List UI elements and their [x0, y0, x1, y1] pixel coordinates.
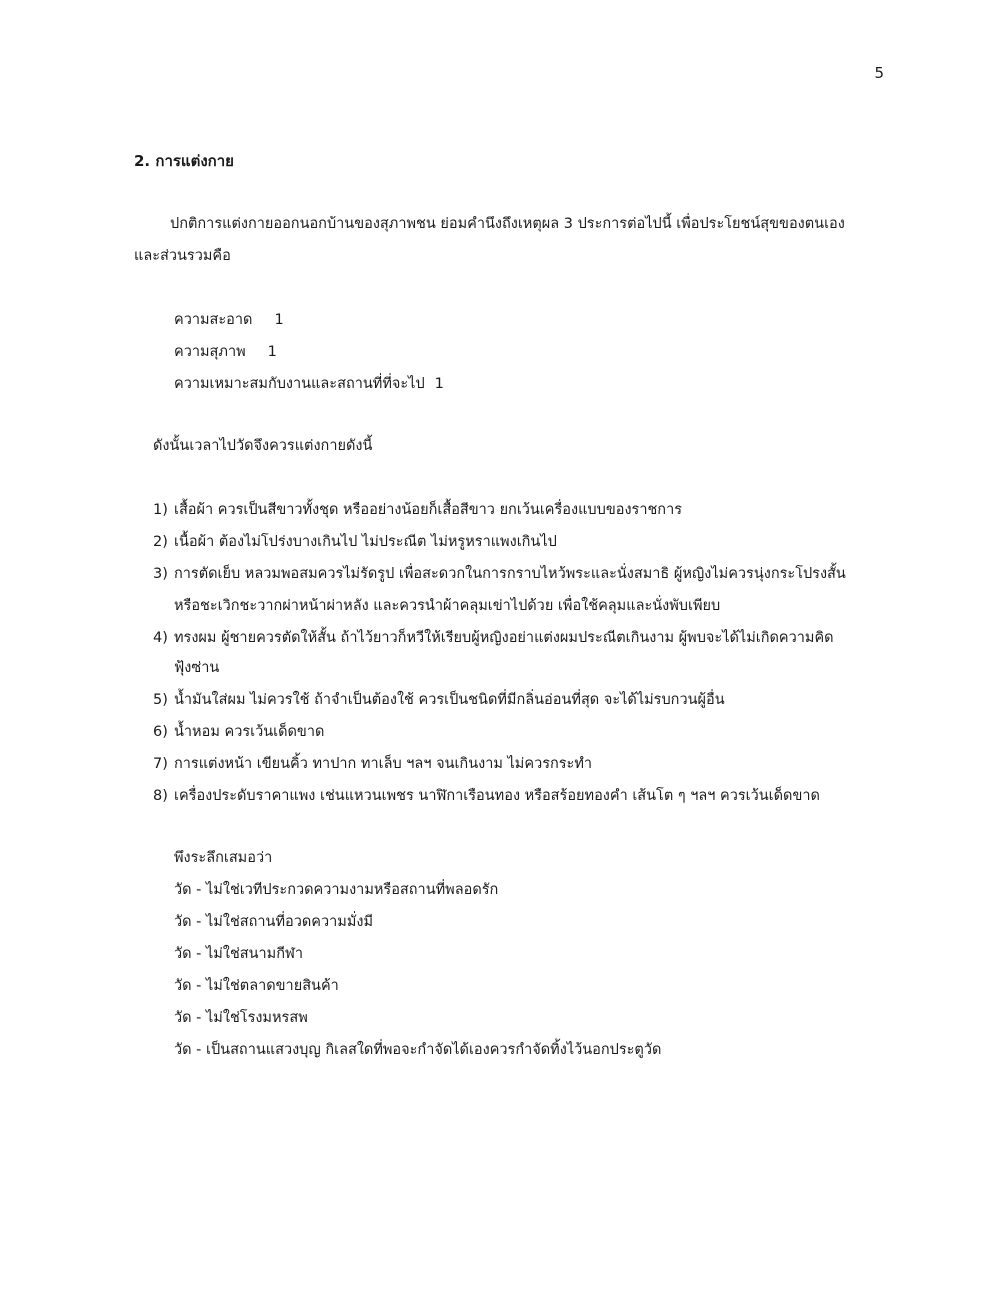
criteria-item [174, 344, 277, 361]
rule-number: 1) [153, 502, 168, 518]
criteria-label: ความเหมาะสมกับงานและสถานที่ที่จะไป [174, 376, 425, 392]
rule-number: 5) [153, 692, 168, 708]
rules-intro: ดังนั้นเวลาไปวัดจึงควรแต่งกายดังนี้ [153, 438, 373, 454]
reminder-line: วัด - ไม่ใช่สถานที่อวดความมั่งมี [174, 914, 374, 930]
reminder-line: วัด - ไม่ใช่เวทีประกวดความงามหรือสถานที่พลอดรัก [174, 882, 499, 898]
criteria-label: ความสุภาพ [174, 344, 246, 360]
rule-text: การตัดเย็บ หลวมพอสมควรไม่รัดรูป เพื่อสะดวกในการกราบไหว้พระและนั่งสมาธิ ผู้หญิงไม่ควรนุ่งกระโปรงสั้น [174, 566, 846, 582]
criteria-item [174, 376, 444, 393]
rule-number: 4) [153, 630, 168, 646]
reminder-title: พึงระลึกเสมอว่า [174, 850, 273, 866]
rule-text: เสื้อผ้า ควรเป็นสีขาวทั้งชุด หรืออย่างน้อยก็เสื้อสีขาว ยกเว้นเครื่องแบบของราชการ [174, 502, 683, 518]
criteria-item [174, 312, 284, 329]
reminder-line: วัด - ไม่ใช่สนามกีฬา [174, 946, 304, 962]
rule-text-continued: หรือชะเวิกชะวากผ่าหน้าผ่าหลัง และควรนำผ้าคลุมเข่าไปด้วย เพื่อใช้คลุมและนั่งพับเพียบ [174, 598, 721, 614]
rule-number: 2) [153, 534, 168, 550]
rule-text: เนื้อผ้า ต้องไม่โปร่งบางเกินไป ไม่ประณีต ไม่หรูหราแพงเกินไป [174, 534, 557, 550]
rule-text: การแต่งหน้า เขียนคิ้ว ทาปาก ทาเล็บ ฯลฯ จนเกินงาม ไม่ควรกระทำ [174, 756, 593, 772]
rule-text: ทรงผม ผู้ชายควรตัดให้สั้น ถ้าไว้ยาวก็หวีให้เรียบผู้หญิงอย่าแต่งผมประณีตเกินงาม ผู้พบจะได้ไม่เกิดความคิด [174, 630, 834, 646]
rule-text: น้ำหอม ควรเว้นเด็ดขาด [174, 724, 325, 740]
page-number: 5 [874, 64, 884, 82]
intro-paragraph-line-2: และส่วนรวมคือ [134, 248, 231, 264]
rule-text: เครื่องประดับราคาแพง เช่นแหวนเพชร นาฬิกาเรือนทอง หรือสร้อยทองคำ เส้นโต ๆ ฯลฯ ควรเว้นเด็ดขาด [174, 788, 820, 804]
rule-text-continued: ฟุ้งซ่าน [174, 660, 220, 676]
reminder-line: วัด - เป็นสถานแสวงบุญ กิเลสใดที่พอจะกำจัดได้เองควรกำจัดทิ้งไว้นอกประตูวัด [174, 1042, 662, 1058]
criteria-value: 1 [434, 376, 444, 392]
rule-text: น้ำมันใส่ผม ไม่ควรใช้ ถ้าจำเป็นต้องใช้ ควรเป็นชนิดที่มีกลิ่นอ่อนที่สุด จะได้ไม่รบกวนผู้อื่น [174, 692, 725, 708]
rule-number: 3) [153, 566, 168, 582]
rule-number: 8) [153, 788, 168, 804]
criteria-value: 1 [274, 312, 284, 328]
rule-number: 7) [153, 756, 168, 772]
section-heading: 2. การแต่งกาย [134, 152, 234, 170]
rule-number: 6) [153, 724, 168, 740]
reminder-line: วัด - ไม่ใช่โรงมหรสพ [174, 1010, 308, 1026]
criteria-label: ความสะอาด [174, 312, 253, 328]
criteria-value: 1 [267, 344, 277, 360]
reminder-line: วัด - ไม่ใช่ตลาดขายสินค้า [174, 978, 339, 994]
intro-paragraph-line-1: ปกติการแต่งกายออกนอกบ้านของสุภาพชน ย่อมคำนึงถึงเหตุผล 3 ประการต่อไปนี้ เพื่อประโยชน์สุขของตนเอง [170, 216, 845, 232]
